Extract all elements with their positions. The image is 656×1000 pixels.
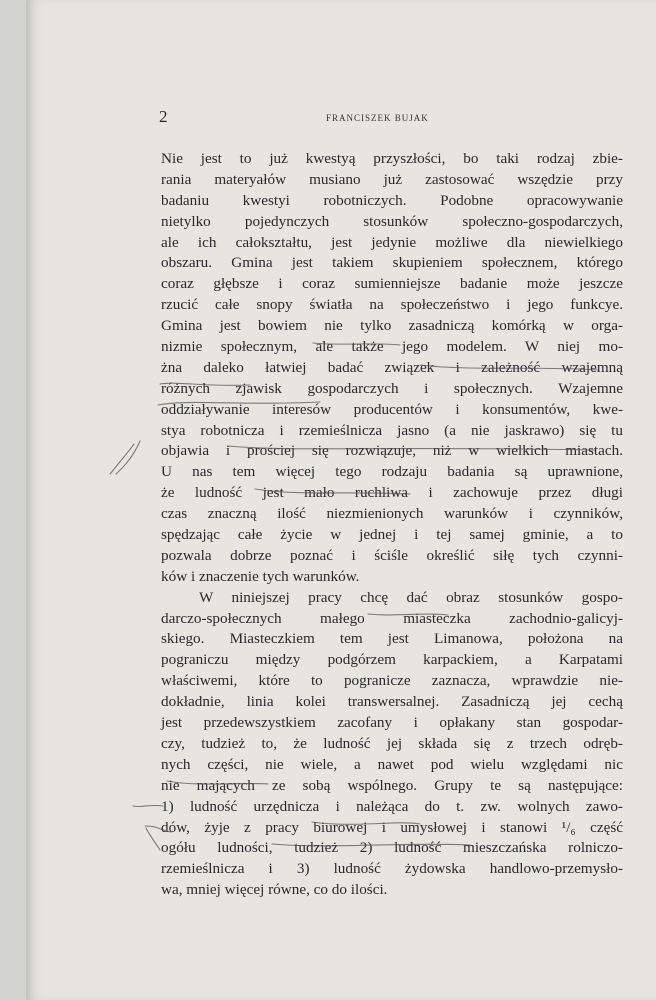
text-line: coraz głębsze i coraz sumienniejsze badanie może jeszcze	[161, 275, 623, 293]
text-line: U nas tem więcej tego rodzaju badania są uprawnione,	[161, 463, 623, 481]
text-line: dów, żyje z pracy biurowej i umysłowej i stanowi ¹/₆ część	[161, 818, 623, 836]
text-line: czy, tudzież to, że ludność jej składa się z trzech odręb-	[161, 734, 623, 752]
text-line: ków i znaczenie tych warunków.	[161, 567, 360, 585]
text-line: W niniejszej pracy chcę dać obraz stosunków gospo-	[199, 588, 623, 606]
text-line: że ludność jest mało ruchliwa i zachowuje przez długi	[161, 484, 623, 502]
text-line: właściwemi, które to pogranicze zaznacza, wprawdzie nie-	[161, 672, 623, 690]
text-line: objawia i prościej się rozwiązuje, niż w wielkich miastach.	[161, 442, 623, 460]
text-line: nych części, nie wiele, a nawet pod wielu względami nic	[161, 755, 623, 773]
text-line: czas znaczną ilość niezmienionych warunków i czynników,	[161, 505, 623, 523]
page-header	[26, 107, 656, 129]
text-line: nizmie społecznym, ale także jego modelem. W niej mo-	[161, 338, 623, 356]
text-line: ale ich całokształtu, jest jedynie możliwe dla niewielkiego	[161, 233, 623, 251]
paragraph-1	[161, 149, 623, 588]
running-head: FRANCISZEK BUJAK	[326, 113, 429, 123]
text-line: Gmina jest bowiem nie tylko zasadniczą komórką w orga-	[161, 317, 623, 335]
page-number: 2	[159, 107, 168, 126]
body-text	[161, 149, 623, 901]
text-line: badaniu kwestyi robotniczych. Podobne opracowywanie	[161, 191, 623, 209]
text-line: pozwala dobrze poznać i ściśle określić siłę tych czynni-	[161, 546, 623, 564]
paragraph-2	[161, 588, 623, 901]
text-line: skiego. Miasteczkiem tem jest Limanowa, położona na	[161, 630, 623, 648]
text-line: rzemieślnicza i 3) ludność żydowska handlowo-przemysło-	[161, 860, 623, 878]
text-line: stya robotnicza i rzemieślnicza jasno (a nie jaskrawo) się tu	[161, 421, 623, 439]
text-line: żna daleko łatwiej badać związek i zależność wzajemną	[161, 358, 623, 376]
text-line: 1) ludność urzędnicza i należąca do t. zw. wolnych zawo-	[161, 797, 623, 815]
text-line: spędzając całe życie w jednej i tej samej gminie, a to	[161, 526, 623, 544]
text-line: wa, mniej więcej równe, co do ilości.	[161, 881, 388, 899]
text-line: nietylko pojedynczych stosunków społeczno-gospodarczych,	[161, 212, 623, 230]
text-line: różnych zjawisk gospodarczych i społecznych. Wzajemne	[161, 379, 623, 397]
text-line: obszaru. Gmina jest takiem skupieniem społecznem, którego	[161, 254, 623, 272]
text-line: nie mających ze sobą wspólnego. Grupy te są następujące:	[161, 776, 623, 794]
text-line: ogółu ludności, tudzież 2) ludność mieszczańska rolniczo-	[161, 839, 623, 857]
text-line: rania materyałów musiano już zastosować wszędzie przy	[161, 170, 623, 188]
text-line: dokładnie, linia kolei transwersalnej. Zasadniczą jej cechą	[161, 693, 623, 711]
text-line: jest przedewszystkiem zacofany i opłakany stan gospodar-	[161, 714, 623, 732]
text-line: oddziaływanie interesów producentów i konsumentów, kwe-	[161, 400, 623, 418]
text-line: rzucić całe snopy światła na społeczeństwo i jego funkcye.	[161, 296, 623, 314]
text-line: Nie jest to już kwestyą przyszłości, bo taki rodzaj zbie-	[161, 150, 623, 167]
book-page	[26, 0, 656, 1000]
text-line: pograniczu między podgórzem karpackiem, a Karpatami	[161, 651, 623, 669]
text-line: darczo-społecznych małego miasteczka zachodnio-galicyj-	[161, 609, 623, 627]
